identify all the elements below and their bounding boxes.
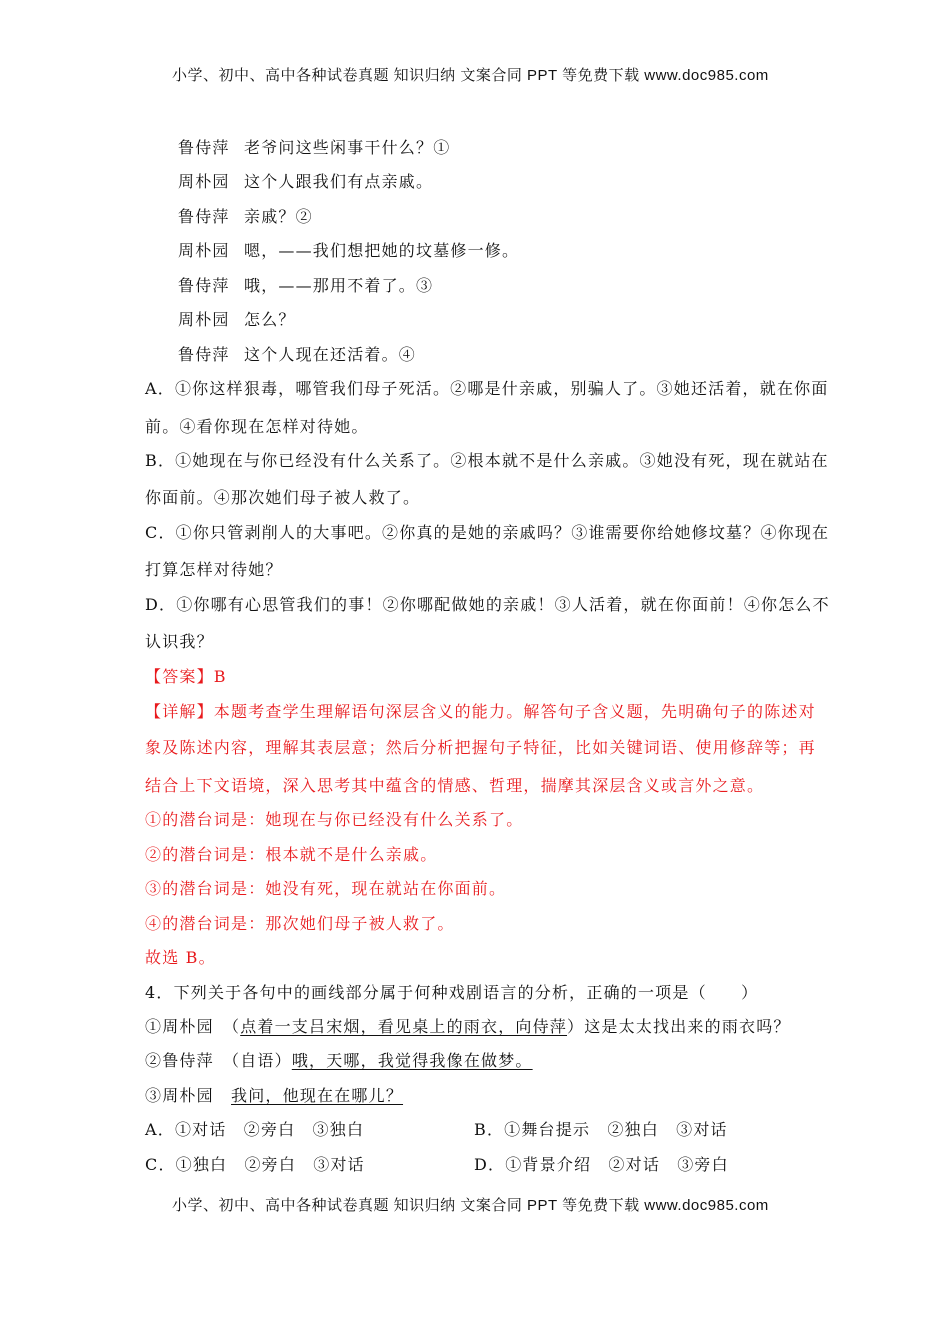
speaker: 鲁侍萍: [178, 207, 230, 226]
page-footer: 小学、初中、高中各种试卷真题 知识归纳 文案合同 PPT 等免费下载 www.doc985.com: [172, 1197, 769, 1214]
line-text: 亲戚？②: [244, 207, 313, 226]
line-text: 哦，——那用不着了。③: [244, 276, 434, 295]
sentence-1: [145, 1017, 791, 1037]
option-c-cont: 打算怎样对待她？: [145, 560, 283, 579]
speaker: 鲁侍萍: [178, 345, 230, 364]
explanation-line: 结合上下文语境，深入思考其中蕴含的情感、哲理，揣摩其深层含义或言外之意。: [145, 776, 765, 795]
line-text: 老爷问这些闲事干什么？①: [244, 138, 451, 157]
line-text: 这个人现在还活着。④: [244, 345, 417, 364]
option-d-cont: 认识我？: [145, 632, 214, 651]
suffix: ）这是太太找出来的雨衣吗？: [567, 1017, 791, 1036]
subtext-line: ①的潜台词是：她现在与你已经没有什么关系了。: [145, 810, 524, 829]
speaker: 周朴园: [178, 310, 230, 329]
dialogue-line: [178, 207, 313, 227]
prefix: ①周朴园 （: [145, 1017, 241, 1036]
speaker: 周朴园: [178, 241, 230, 260]
choice-c: C．①独白 ②旁白 ③对话: [145, 1155, 365, 1174]
underlined-text: 点着一支吕宋烟，看见桌上的雨衣，向侍萍: [240, 1017, 568, 1036]
speaker: 鲁侍萍: [178, 276, 230, 295]
choice-a: A．①对话 ②旁白 ③独白: [145, 1120, 365, 1139]
dialogue-line: [178, 276, 433, 296]
sentence-2: [145, 1051, 533, 1071]
option-b: B．①她现在与你已经没有什么关系了。②根本就不是什么亲戚。③她没有死，现在就站在: [145, 451, 829, 470]
prefix: ③周朴园: [145, 1086, 232, 1105]
option-b-cont: 你面前。④那次她们母子被人救了。: [145, 488, 421, 507]
subtext-line: ③的潜台词是：她没有死，现在就站在你面前。: [145, 879, 507, 898]
question-stem: 4．下列关于各句中的画线部分属于何种戏剧语言的分析，正确的一项是（ ）: [145, 983, 759, 1002]
speaker: 周朴园: [178, 172, 230, 191]
answer: 【答案】B: [145, 667, 227, 686]
option-d: D．①你哪有心思管我们的事！②你哪配做她的亲戚！③人活着，就在你面前！④你怎么不: [145, 595, 830, 614]
dialogue-line: [178, 310, 296, 330]
subtext-line: ④的潜台词是：那次她们母子被人救了。: [145, 914, 455, 933]
sentence-3: [145, 1086, 403, 1106]
line-text: 这个人跟我们有点亲戚。: [244, 172, 434, 191]
choice-b: B．①舞台提示 ②独白 ③对话: [474, 1120, 728, 1139]
prefix: ②鲁侍萍 （自语）: [145, 1051, 292, 1070]
speaker: 鲁侍萍: [178, 138, 230, 157]
underlined-text: 我问，他现在在哪儿？: [231, 1086, 404, 1105]
explanation-line: 象及陈述内容，理解其表层意；然后分析把握句子特征，比如关键词语、使用修辞等；再: [145, 738, 816, 757]
subtext-line: ②的潜台词是：根本就不是什么亲戚。: [145, 845, 438, 864]
line-text: 怎么？: [244, 310, 296, 329]
option-a-cont: 前。④看你现在怎样对待她。: [145, 417, 369, 436]
explanation-line: 【详解】本题考查学生理解语句深层含义的能力。解答句子含义题，先明确句子的陈述对: [145, 702, 816, 721]
option-a: A．①你这样狠毒，哪管我们母子死活。②哪是什亲戚，别骗人了。③她还活着，就在你面: [145, 379, 829, 398]
dialogue-line: [178, 172, 433, 192]
choice-d: D．①背景介绍 ②对话 ③旁白: [474, 1155, 729, 1174]
page-header: 小学、初中、高中各种试卷真题 知识归纳 文案合同 PPT 等免费下载 www.doc985.com: [172, 67, 769, 84]
underlined-text: 哦，天哪，我觉得我像在做梦。: [291, 1051, 533, 1070]
dialogue-line: [178, 345, 416, 365]
dialogue-line: [178, 138, 450, 158]
conclusion: 故选 B。: [145, 948, 216, 967]
dialogue-line: [178, 241, 519, 261]
line-text: 嗯，——我们想把她的坟墓修一修。: [244, 241, 520, 260]
option-c: C．①你只管剥削人的大事吧。②你真的是她的亲戚吗？③谁需要你给她修坟墓？④你现在: [145, 523, 830, 542]
